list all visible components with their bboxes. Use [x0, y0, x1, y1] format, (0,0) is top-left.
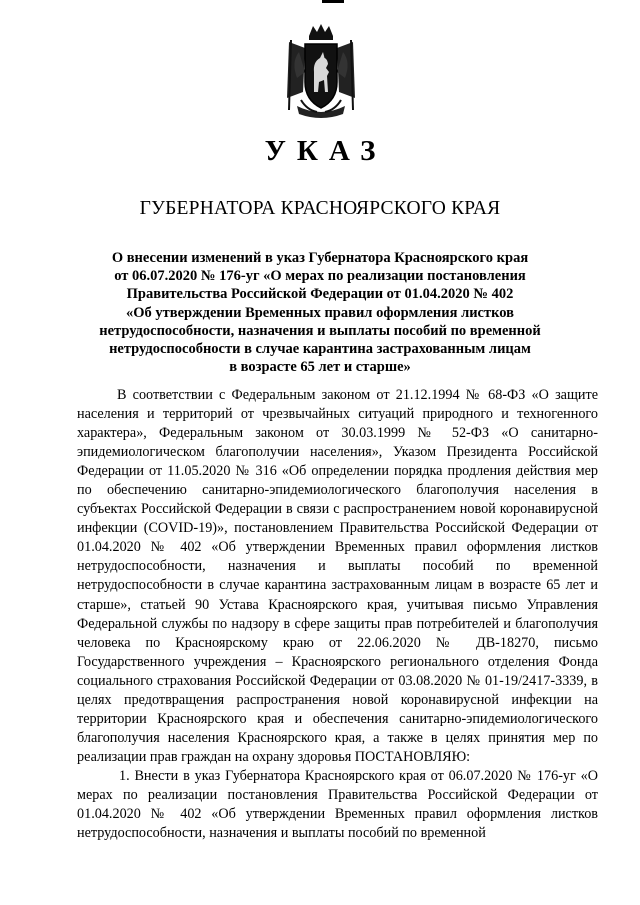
subject-line: нетрудоспособности в случае карантина застрахованным лицам [109, 341, 531, 358]
clause-1-paragraph: 1. Внести в указ Губернатора Красноярского края от 06.07.2020 № 176-уг «О мерах по реализации постановления Правительства Российской Федерации от 01.04.2020 № 402 «Об утверждении Временных правил оформления листков нетрудоспособности, назначения и выплаты пособий по временной [77, 767, 598, 842]
decree-title: УКАЗ [264, 135, 387, 167]
subject-line: «Об утверждении Временных правил оформления листков [125, 304, 515, 321]
subject-line: от 06.07.2020 № 176-уг «О мерах по реализации постановления [114, 268, 526, 285]
subject-line: в возрасте 65 лет и старше» [229, 359, 411, 376]
subject-line: О внесении изменений в указ Губернатора Красноярского края [111, 250, 529, 266]
issuer-heading: ГУБЕРНАТОРА КРАСНОЯРСКОГО КРАЯ [139, 198, 501, 219]
subject-line: Правительства Российской Федерации от 01.04.2020 № 402 [126, 286, 514, 303]
decree-subject [70, 249, 570, 376]
subject-line: нетрудоспособности, назначения и выплаты пособий по временной [99, 322, 541, 339]
decree-body [77, 386, 598, 843]
scan-edge-mark [322, 0, 344, 3]
coat-of-arms-emblem [283, 22, 359, 122]
preamble-paragraph: В соответствии с Федеральным законом от 21.12.1994 № 68-ФЗ «О защите населения и территорий от чрезвычайных ситуаций природного и техногенного характера», Федеральным законом от 30.03.1999 № 52-ФЗ «О санитарно-эпидемиологическом благополучии населения», Указом Президента Российской Федерации от 11.05.2020 № 316 «Об определении порядка продления действия мер по обеспечению санитарно-эпидемиологического благополучия населения в субъектах Российской Федерации в связи с распространением новой коронавирусной инфекции (COVID-19)», постановлением Правительства Российской Федерации от 01.04.2020 № 402 «Об утверждении Временных правил оформления листков нетрудоспособности, назначения и выплаты пособий по временной нетрудоспособности в случае карантина застрахованным лицам в возрасте 65 лет и старше», статьей 90 Устава Красноярского края, учитывая письмо Управления Федеральной службы по надзору в сфере защиты прав потребителей и благополучия человека по Красноярскому краю от 22.06.2020 № ДВ-18270, письмо Государственного учреждения – Красноярского регионального отделения Фонда социального страхования Российской Федерации от 03.08.2020 № 01-19/2417-3339, в целях предотвращения распространения новой коронавирусной инфекции на территории Красноярского края и обеспечения санитарно-эпидемиологического благополучия населения Красноярского края, а также в целях принятия мер по реализации прав граждан на охрану здоровья ПОСТАНОВЛЯЮ: [77, 387, 598, 765]
